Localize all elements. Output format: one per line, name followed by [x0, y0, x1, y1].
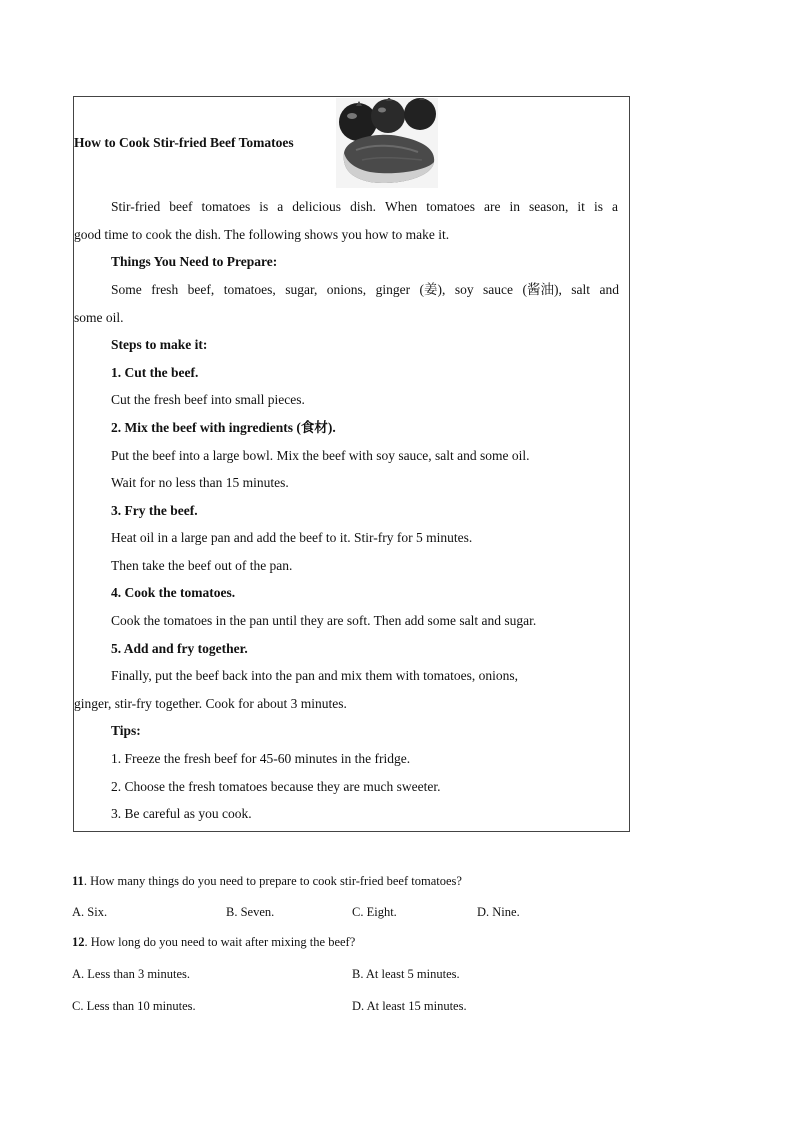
word: (酱油),	[522, 282, 562, 297]
q12-option-b[interactable]: B. At least 5 minutes.	[352, 967, 460, 981]
word: tomatoes	[426, 199, 475, 214]
step2-text-1: Put the beef into a large bowl. Mix the beef with soy sauce, salt and some oil.	[111, 448, 530, 463]
beef-tomatoes-image	[336, 98, 438, 188]
q12-option-d[interactable]: D. At least 15 minutes.	[352, 999, 467, 1013]
step1-text: Cut the fresh beef into small pieces.	[111, 392, 305, 407]
step4-text: Cook the tomatoes in the pan until they are soft. Then add some salt and sugar.	[111, 613, 537, 628]
q12-option-a[interactable]: A. Less than 3 minutes.	[72, 967, 191, 981]
steps-heading: Steps to make it:	[111, 337, 208, 352]
tips-heading: Tips:	[111, 723, 141, 738]
intro-line-1	[111, 198, 618, 216]
question-11-stem: 11. How many things do you need to prepare to cook stir-fried beef tomatoes?	[72, 874, 462, 888]
q12-option-c[interactable]: C. Less than 10 minutes.	[72, 999, 196, 1013]
word: tomatoes	[201, 199, 251, 214]
word: tomatoes,	[223, 282, 276, 297]
word: a	[277, 199, 284, 214]
q11-option-a[interactable]: A. Six.	[72, 905, 108, 919]
word: dish.	[350, 199, 376, 214]
q11-option-b[interactable]: B. Seven.	[226, 905, 275, 919]
tip-1: 1. Freeze the fresh beef for 45-60 minutes in the fridge.	[111, 751, 411, 766]
tip-3: 3. Be careful as you cook.	[111, 806, 252, 821]
step5-heading: 5. Add and fry together.	[111, 641, 248, 656]
word: and	[599, 282, 619, 297]
word: it	[577, 199, 585, 214]
question-text: How long do you need to wait after mixing the beef?	[90, 935, 356, 949]
q11-option-c[interactable]: C. Eight.	[352, 905, 397, 919]
word: a	[611, 199, 618, 214]
word: When	[384, 199, 418, 214]
article-title: How to Cook Stir-fried Beef Tomatoes	[74, 135, 294, 150]
word: (姜),	[419, 282, 446, 297]
question-number: 12	[72, 935, 85, 949]
word: is	[593, 199, 603, 214]
word: fresh	[151, 282, 179, 297]
step5-text-2: ginger, stir-fry together. Cook for about 3 minutes.	[74, 696, 347, 711]
word: Some	[111, 282, 142, 297]
things-heading: Things You Need to Prepare:	[111, 254, 278, 269]
question-number: 11	[72, 874, 84, 888]
question-12-stem: 12. How long do you need to wait after mixing the beef?	[72, 935, 356, 949]
word: delicious	[292, 199, 342, 214]
step3-text-2: Then take the beef out of the pan.	[111, 558, 293, 573]
word: soy	[454, 282, 474, 297]
word: salt	[571, 282, 591, 297]
word: Stir-fried	[111, 199, 161, 214]
word: beef	[169, 199, 193, 214]
word: are	[483, 199, 501, 214]
question-text: How many things do you need to prepare to cook stir-fried beef tomatoes?	[90, 874, 462, 888]
word: beef,	[187, 282, 215, 297]
word: sauce	[483, 282, 514, 297]
q11-option-d[interactable]: D. Nine.	[477, 905, 520, 919]
things-line-2: some oil.	[74, 310, 124, 325]
tip-2: 2. Choose the fresh tomatoes because they are much sweeter.	[111, 779, 441, 794]
word: sugar,	[285, 282, 318, 297]
things-line-1	[111, 281, 619, 299]
step4-heading: 4. Cook the tomatoes.	[111, 585, 236, 600]
word: is	[259, 199, 269, 214]
step5-text-1: Finally, put the beef back into the pan and mix them with tomatoes, onions,	[111, 668, 519, 683]
step3-heading: 3. Fry the beef.	[111, 503, 198, 518]
intro-line-2: good time to cook the dish. The following shows you how to make it.	[74, 227, 450, 242]
step2-text-2: Wait for no less than 15 minutes.	[111, 475, 289, 490]
step3-text-1: Heat oil in a large pan and add the beef to it. Stir-fry for 5 minutes.	[111, 530, 473, 545]
word: season,	[529, 199, 569, 214]
step1-heading: 1. Cut the beef.	[111, 365, 199, 380]
word: in	[509, 199, 520, 214]
step2-heading: 2. Mix the beef with ingredients (食材).	[111, 420, 336, 435]
word: onions,	[326, 282, 367, 297]
word: ginger	[375, 282, 411, 297]
